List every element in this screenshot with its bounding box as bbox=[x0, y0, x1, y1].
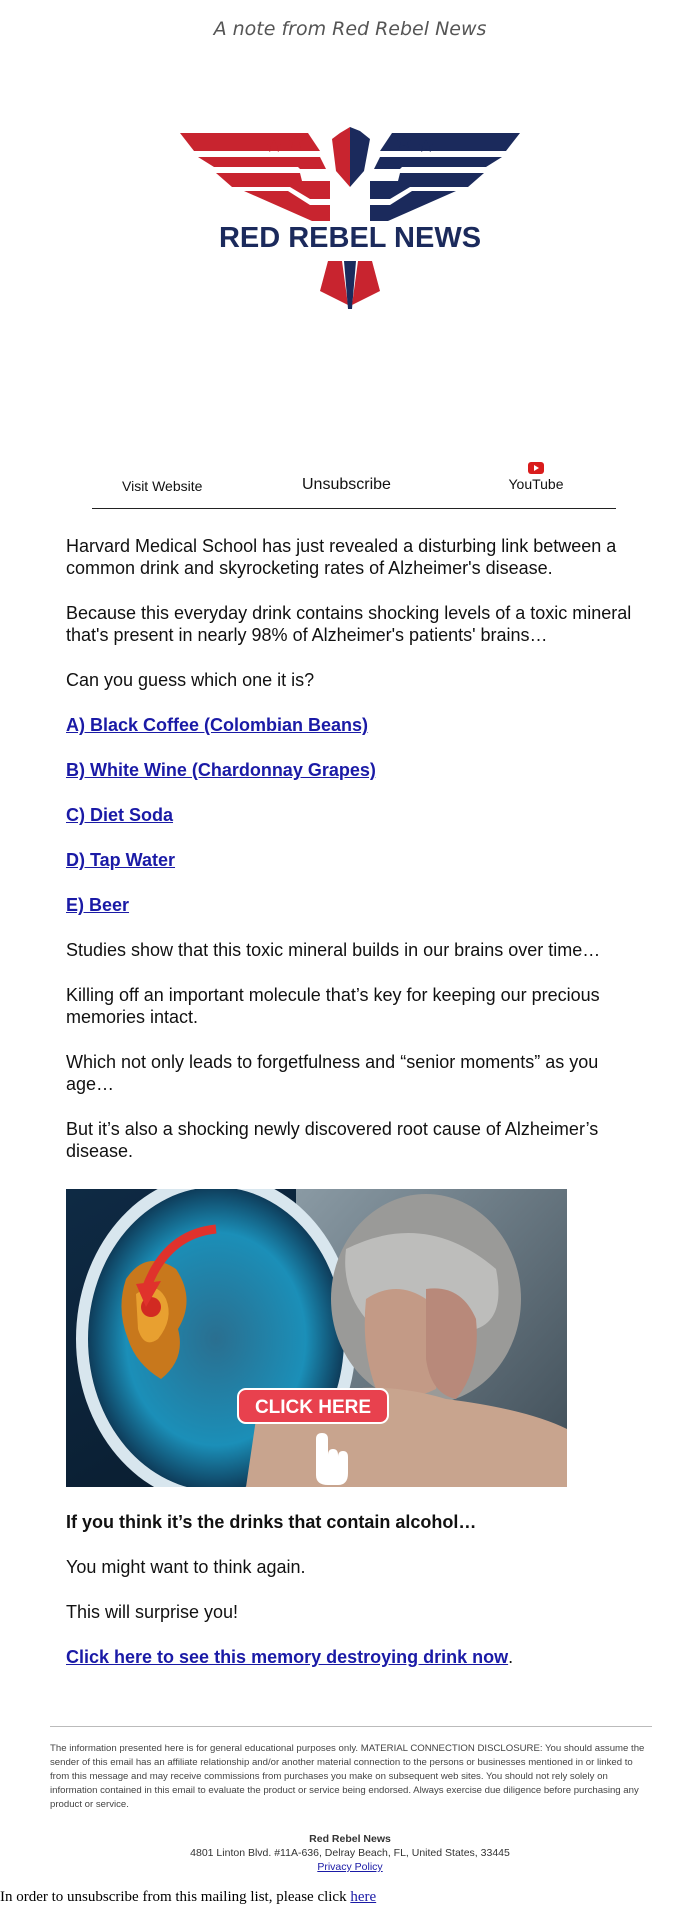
logo-text: RED REBEL NEWS bbox=[218, 222, 482, 254]
unsubscribe-line bbox=[0, 1889, 700, 1906]
red-rebel-news-logo bbox=[180, 125, 520, 310]
youtube-link[interactable] bbox=[506, 462, 566, 492]
footer bbox=[0, 1832, 700, 1874]
cta-paragraph bbox=[66, 1646, 636, 1668]
cta-link[interactable]: Click here to see this memory destroying drink now bbox=[66, 1647, 509, 1667]
visit-website-link[interactable]: Visit Website bbox=[122, 478, 203, 494]
paragraph-6: Which not only leads to forgetfulness and “senior moments” as you age… bbox=[66, 1052, 599, 1094]
paragraph-7: But it’s also a shocking newly discovered root cause of Alzheimer’s disease. bbox=[66, 1119, 599, 1161]
paragraph-5: Killing off an important molecule that’s key for keeping our precious memories intact. bbox=[66, 985, 600, 1027]
youtube-label: YouTube bbox=[508, 476, 564, 492]
hero-image bbox=[66, 1189, 567, 1487]
logo-right-wing bbox=[370, 133, 520, 221]
footer-divider bbox=[50, 1726, 652, 1727]
unsubscribe-link[interactable]: Unsubscribe bbox=[302, 476, 391, 493]
email-body bbox=[66, 535, 636, 1185]
hero-image-link[interactable] bbox=[66, 1189, 567, 1487]
paragraph-2: Because this everyday drink contains shocking levels of a toxic mineral that's present in nearly 98% of Alzheimer's patients' brains… bbox=[66, 603, 632, 645]
logo-left-wing bbox=[180, 133, 330, 221]
logo-eagle-head-right bbox=[350, 127, 370, 187]
lower-line-2: This will surprise you! bbox=[66, 1602, 239, 1622]
logo-eagle-head-left bbox=[332, 127, 350, 187]
paragraph-1: Harvard Medical School has just revealed a disturbing link between a common drink and skyrocketing rates of Alzheimer's disease. bbox=[66, 536, 617, 578]
option-a-link[interactable]: A) Black Coffee (Colombian Beans) bbox=[66, 715, 369, 735]
nav-bar bbox=[92, 462, 616, 509]
option-c-link[interactable]: C) Diet Soda bbox=[66, 805, 174, 825]
logo-tail bbox=[320, 261, 380, 309]
option-b-link[interactable]: B) White Wine (Chardonnay Grapes) bbox=[66, 760, 376, 780]
option-e-link[interactable]: E) Beer bbox=[66, 895, 130, 915]
unsubscribe-text: In order to unsubscribe from this mailing list, please click bbox=[0, 1889, 351, 1905]
paragraph-4: Studies show that this toxic mineral builds in our brains over time… bbox=[66, 940, 601, 960]
hero-click-here-button bbox=[238, 1389, 388, 1423]
header-note: A note from Red Rebel News bbox=[213, 18, 487, 40]
footer-address: 4801 Linton Blvd. #11A-636, Delray Beach, FL, United States, 33445 bbox=[190, 1847, 510, 1859]
bold-line: If you think it’s the drinks that contain alcohol… bbox=[66, 1512, 477, 1532]
disclaimer-text: The information presented here is for general educational purposes only. MATERIAL CONNECTION DISCLOSURE: You should assume the sender of this email has an affiliate relationship and/or another material connection to the persons or businesses mentioned in or linked to from this message and may receive commissions from purchases you make on subsequent web sites. You should not rely solely on information contained in this email to evaluate the product or service being endorsed. Always exercise due diligence before purchasing any product or service. bbox=[50, 1743, 645, 1810]
paragraph-3: Can you guess which one it is? bbox=[66, 670, 315, 690]
lower-line-1: You might want to think again. bbox=[66, 1557, 306, 1577]
option-d-link[interactable]: D) Tap Water bbox=[66, 850, 176, 870]
lower-section bbox=[66, 1511, 636, 1691]
footer-company: Red Rebel News bbox=[309, 1833, 391, 1845]
unsubscribe-here-link[interactable]: here bbox=[350, 1889, 377, 1905]
youtube-icon bbox=[528, 462, 544, 474]
cta-period: . bbox=[508, 1647, 514, 1667]
hero-click-here-label: CLICK HERE bbox=[254, 1397, 372, 1418]
privacy-policy-link[interactable]: Privacy Policy bbox=[317, 1861, 383, 1873]
